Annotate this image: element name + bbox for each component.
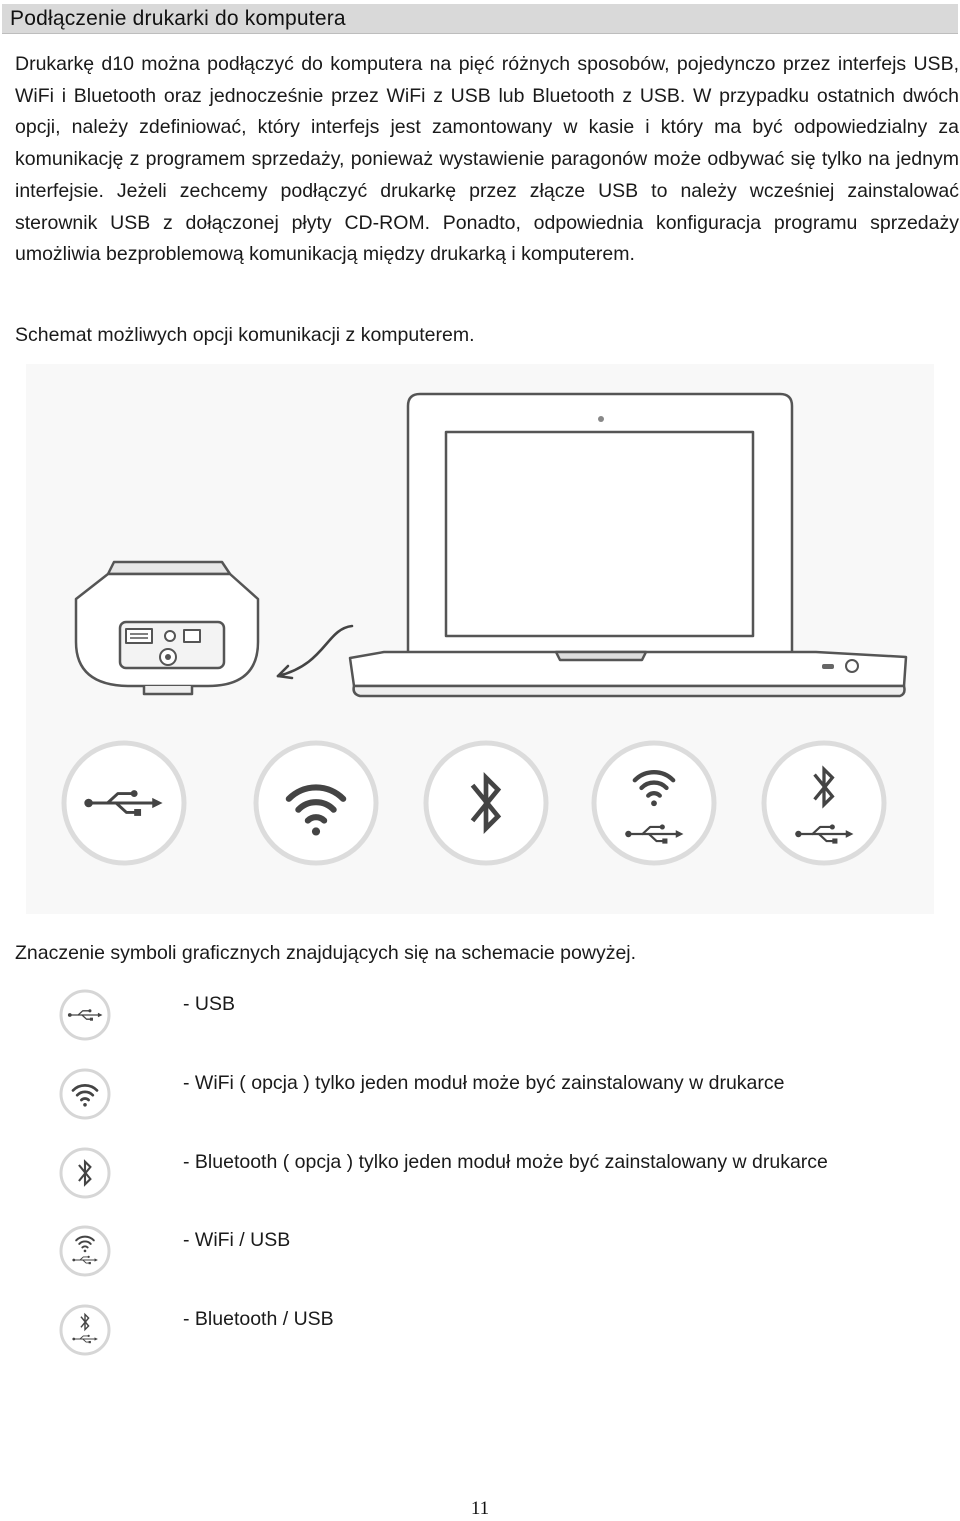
usb-option — [64, 743, 184, 863]
bluetooth-icon — [57, 1145, 113, 1201]
usb-icon — [57, 987, 113, 1043]
legend-item-bluetooth — [0, 1145, 960, 1205]
section-header — [2, 4, 958, 34]
printer-illustration — [76, 562, 258, 694]
laptop-illustration — [350, 394, 906, 696]
bluetooth-usb-option — [764, 743, 884, 863]
legend-label: - USB — [183, 993, 236, 1015]
legend-label: - WiFi ( opcja ) tylko jeden moduł może być zainstalowany w drukarce — [183, 1072, 785, 1094]
legend-label: - Bluetooth / USB — [183, 1308, 334, 1330]
wifi-icon — [57, 1066, 113, 1122]
legend-item-usb — [0, 987, 960, 1047]
legend-item-bluetooth-usb — [0, 1302, 960, 1362]
legend-label: - Bluetooth ( opcja ) tylko jeden moduł może być zainstalowany w drukarce — [183, 1151, 828, 1173]
wifi-usb-icon — [57, 1223, 113, 1279]
schema-caption: Schemat możliwych opcji komunikacji z komputerem. — [15, 324, 475, 346]
bluetooth-usb-icon — [57, 1302, 113, 1358]
legend-caption: Znaczenie symboli graficznych znajdujących się na schemacie powyżej. — [15, 942, 637, 964]
connection-arrow — [278, 626, 352, 678]
legend-item-wifi-usb — [0, 1223, 960, 1283]
legend-label: - WiFi / USB — [183, 1229, 291, 1251]
intro-paragraph: Drukarkę d10 można podłączyć do komputera na pięć różnych sposobów, pojedynczo przez interfejs USB, WiFi i Bluetooth oraz jednocześnie przez WiFi z USB lub Bluetooth z USB. W przypadku ostatnich dwóch opcji, należy zdefiniować, który interfejs jest zamontowany w kasie i który ma być odpowiedzialny za komunikację z programem sprzedaży, ponieważ wystawienie paragonów może odbywać się tylko na jednym interfejsie. Jeżeli zechcemy podłączyć drukarkę przez złącze USB to należy wcześniej zainstalować sterownik USB z dołączonej płyty CD-ROM. Ponadto, odpowiednia konfiguracja programu sprzedaży umożliwia bezproblemową komunikacją między drukarką i komputerem. — [15, 53, 959, 266]
section-title: Podłączenie drukarki do komputera — [10, 7, 346, 30]
bluetooth-option — [426, 743, 546, 863]
wifi-usb-option — [594, 743, 714, 863]
legend-item-wifi — [0, 1066, 960, 1126]
connection-schematic — [26, 364, 934, 914]
page-number: 11 — [470, 1498, 490, 1519]
wifi-option — [256, 743, 376, 863]
